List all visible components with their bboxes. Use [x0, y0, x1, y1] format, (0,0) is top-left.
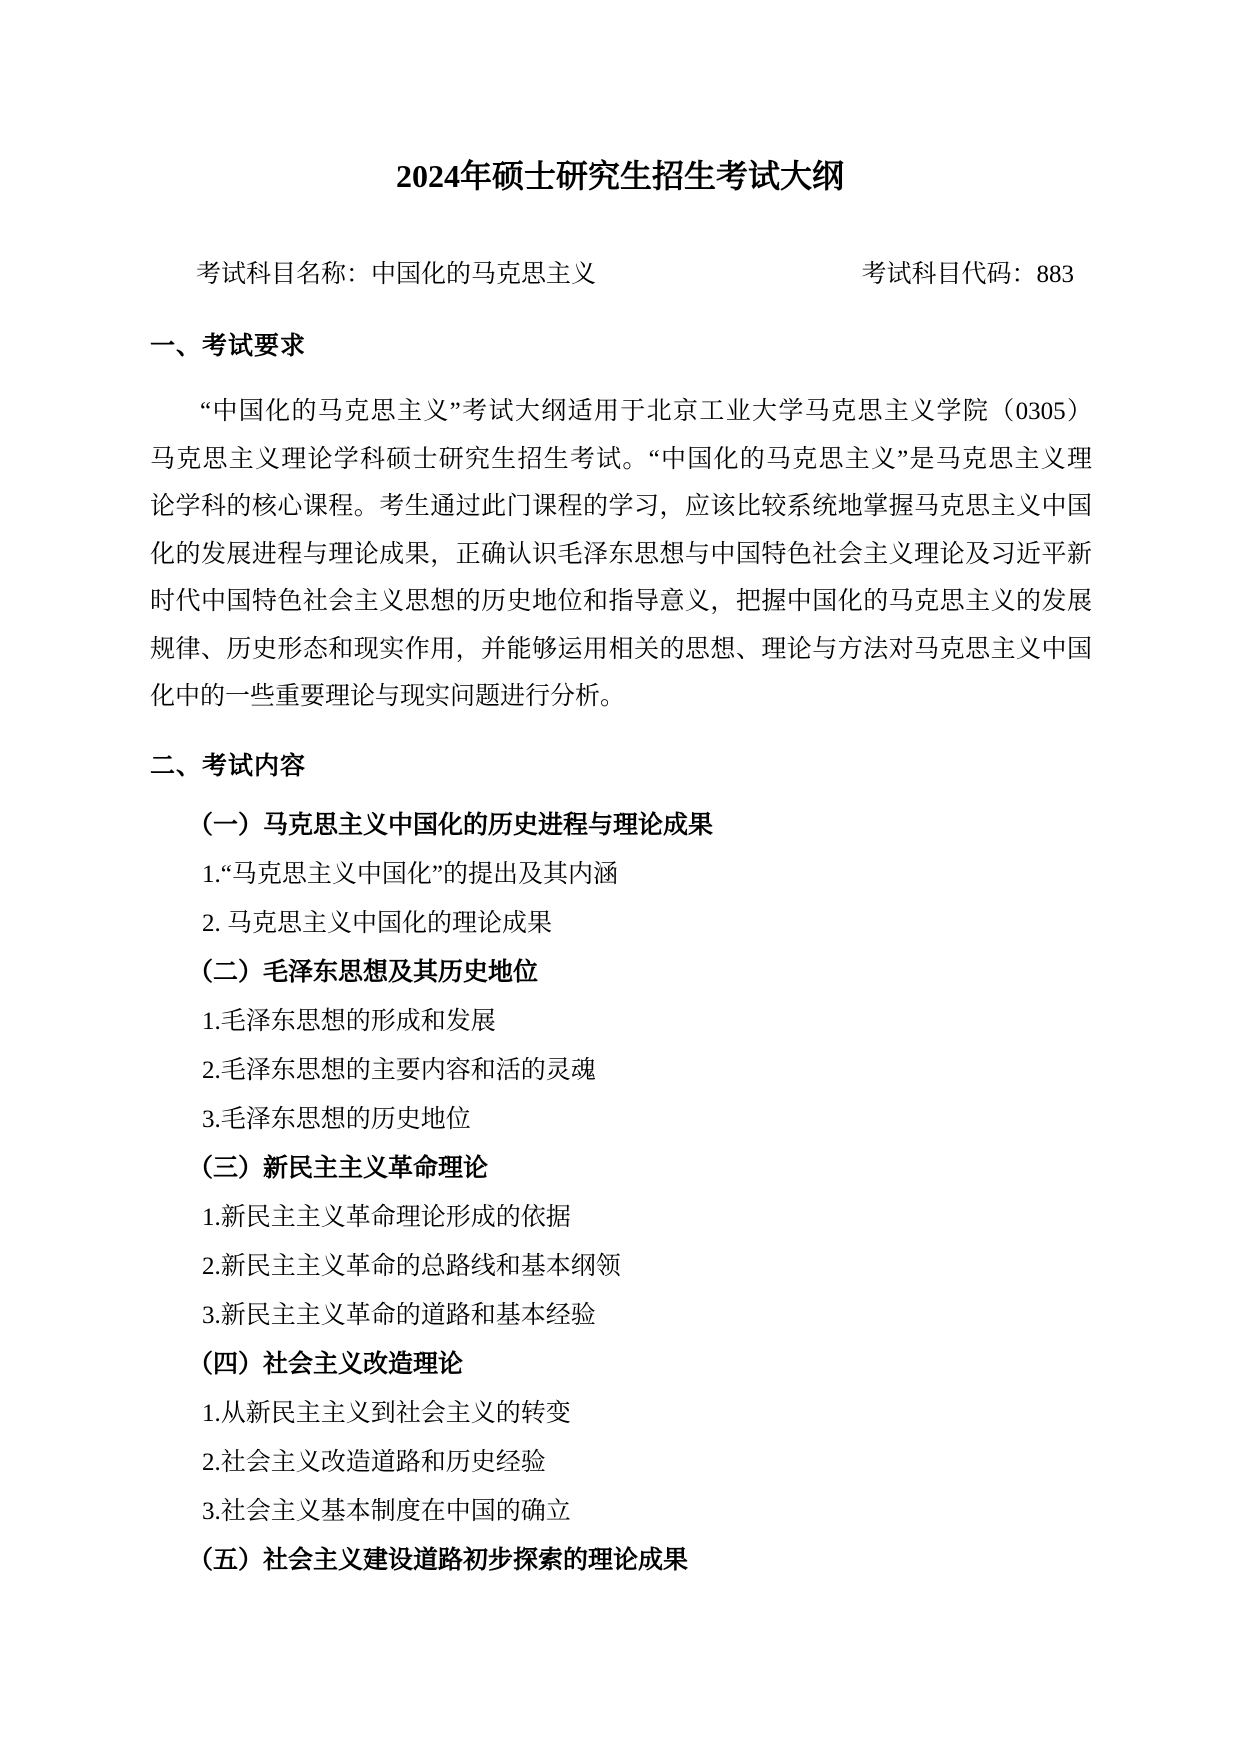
paragraph-line: “中国化的马克思主义”考试大纲适用于北京工业大学马克思主义学院（0305） [200, 398, 1092, 425]
paragraph-line: 规律、历史形态和现实作用，并能够运用相关的思想、理论与方法对马克思主义中国 [150, 635, 1092, 663]
exam-requirements-paragraph [150, 388, 1092, 721]
paragraph-line: 论学科的核心课程。考生通过此门课程的学习，应该比较系统地掌握马克思主义中国 [150, 493, 1092, 520]
outline-item: 2.毛泽东思想的主要内容和活的灵魂 [202, 1057, 596, 1084]
section-heading-exam-requirements: 一、考试要求 [150, 332, 307, 360]
outline-item: 2.社会主义改造道路和历史经验 [202, 1449, 546, 1476]
outline-subheading: （四）社会主义改造理论 [188, 1350, 464, 1378]
paragraph-line: 马克思主义理论学科硕士研究生招生考试。“中国化的马克思主义”是马克思主义理 [150, 445, 1092, 473]
page-title: 2024年硕士研究生招生考试大纲 [395, 158, 844, 194]
outline-item: 3.社会主义基本制度在中国的确立 [202, 1498, 571, 1525]
outline-item: 1.毛泽东思想的形成和发展 [202, 1008, 496, 1035]
paragraph-line: 化中的一些重要理论与现实问题进行分析。 [150, 683, 626, 710]
outline-item: 2. 马克思主义中国化的理论成果 [202, 910, 553, 937]
outline-item: 3.毛泽东思想的历史地位 [202, 1106, 471, 1133]
outline-item: 1.“马克思主义中国化”的提出及其内涵 [202, 861, 618, 888]
outline-item: 1.新民主主义革命理论形成的依据 [202, 1204, 571, 1231]
exam-content-outline [150, 801, 1092, 1585]
paragraph-line: 化的发展进程与理论成果，正确认识毛泽东思想与中国特色社会主义理论及习近平新 [150, 540, 1092, 568]
outline-subheading: （一）马克思主义中国化的历史进程与理论成果 [188, 811, 714, 839]
outline-item: 1.从新民主主义到社会主义的转变 [202, 1400, 571, 1427]
subject-name-label: 考试科目名称：中国化的马克思主义 [196, 261, 597, 288]
outline-item: 3.新民主主义革命的道路和基本经验 [202, 1302, 596, 1329]
outline-item: 2.新民主主义革命的总路线和基本纲领 [202, 1253, 621, 1280]
subject-code-label: 考试科目代码：883 [861, 261, 1074, 288]
subject-meta-row [150, 258, 1092, 292]
outline-subheading: （二）毛泽东思想及其历史地位 [188, 958, 539, 986]
outline-subheading: （三）新民主主义革命理论 [188, 1154, 489, 1182]
outline-subheading: （五）社会主义建设道路初步探索的理论成果 [188, 1546, 689, 1574]
paragraph-line: 时代中国特色社会主义思想的历史地位和指导意义，把握中国化的马克思主义的发展 [150, 588, 1092, 615]
section-heading-exam-content: 二、考试内容 [150, 752, 307, 780]
